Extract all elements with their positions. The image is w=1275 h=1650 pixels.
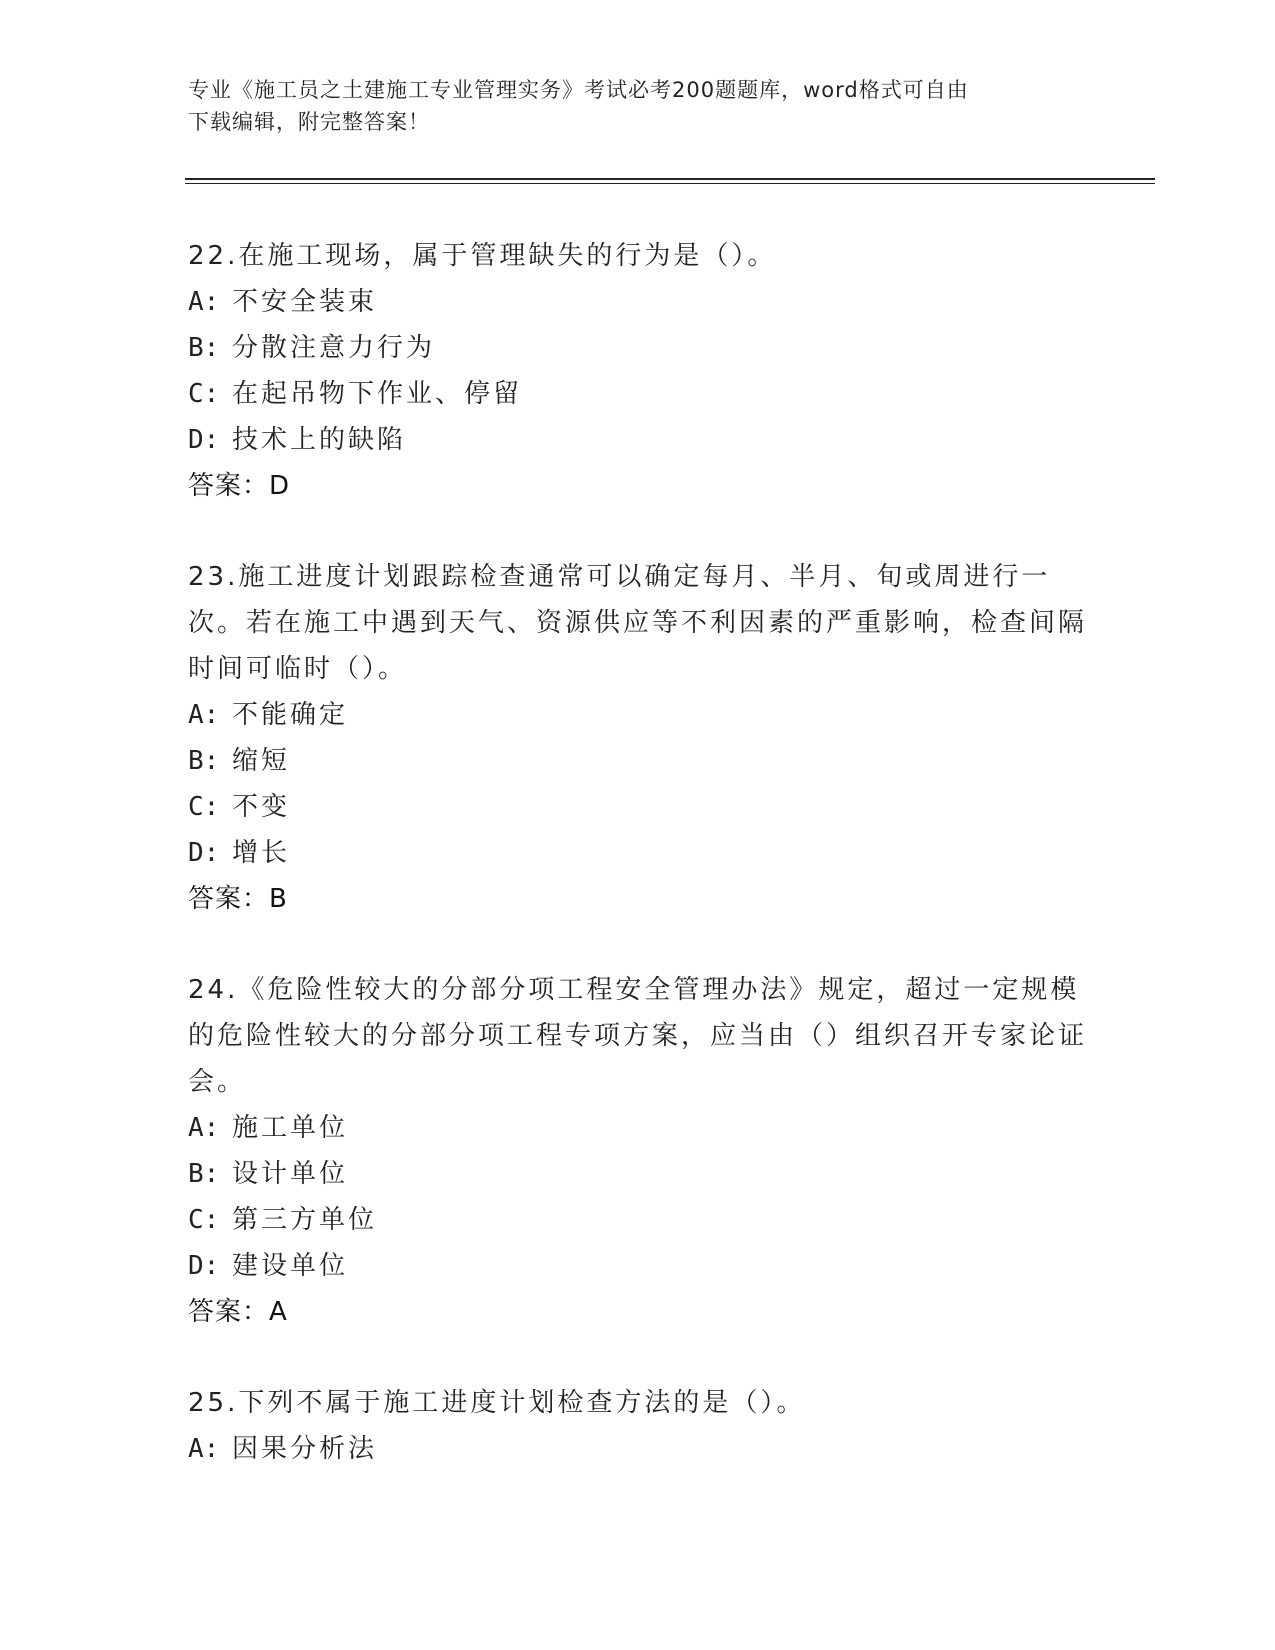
option-text: 因果分析法 — [232, 1434, 378, 1464]
option-text: 在起吊物下作业、停留 — [232, 379, 523, 409]
option-b — [188, 325, 1088, 371]
option-d — [188, 830, 1088, 876]
option-text: 第三方单位 — [232, 1205, 378, 1235]
option-letter: A: — [188, 700, 220, 730]
option-text: 技术上的缺陷 — [232, 425, 407, 455]
question-24 — [188, 967, 1088, 1335]
option-letter: B: — [188, 746, 220, 776]
option-letter: D: — [188, 1251, 220, 1281]
option-letter: C: — [188, 792, 220, 822]
answer-line — [188, 1289, 1088, 1335]
question-stem: 22.在施工现场，属于管理缺失的行为是（）。 — [188, 241, 777, 271]
answer-value: A — [269, 1297, 288, 1327]
question-stem: 23.施工进度计划跟踪检查通常可以确定每月、半月、旬或周进行一次。若在施工中遇到天气、资源供应等不利因素的严重影响，检查间隔时间可临时（）。 — [188, 562, 1088, 684]
option-d — [188, 1243, 1088, 1289]
option-text: 缩短 — [232, 746, 291, 776]
option-letter: D: — [188, 838, 220, 868]
header-line-1: 专业《施工员之土建施工专业管理实务》考试必考200题题库，word格式可自由 — [188, 78, 969, 102]
option-letter: B: — [188, 1159, 220, 1189]
question-stem: 25.下列不属于施工进度计划检查方法的是（）。 — [188, 1388, 806, 1418]
question-22 — [188, 233, 1088, 509]
option-a — [188, 692, 1088, 738]
option-letter: C: — [188, 379, 220, 409]
option-a — [188, 1105, 1088, 1151]
document-header — [188, 74, 1088, 138]
header-divider — [185, 178, 1155, 184]
option-text: 施工单位 — [232, 1113, 349, 1143]
option-b — [188, 738, 1088, 784]
header-line-2: 下载编辑，附完整答案！ — [188, 110, 430, 134]
option-c — [188, 1197, 1088, 1243]
option-text: 不能确定 — [232, 700, 349, 730]
option-letter: B: — [188, 333, 220, 363]
option-text: 增长 — [232, 838, 291, 868]
option-c — [188, 371, 1088, 417]
option-d — [188, 417, 1088, 463]
answer-value: D — [269, 471, 291, 501]
option-letter: A: — [188, 287, 220, 317]
option-letter: C: — [188, 1205, 220, 1235]
answer-line — [188, 463, 1088, 509]
option-letter: D: — [188, 425, 220, 455]
question-stem: 24.《危险性较大的分部分项工程安全管理办法》规定，超过一定规模的危险性较大的分部分项工程专项方案，应当由（）组织召开专家论证会。 — [188, 975, 1088, 1097]
option-letter: A: — [188, 1113, 220, 1143]
option-text: 不安全装束 — [232, 287, 378, 317]
answer-label: 答案： — [188, 1297, 270, 1327]
question-list — [188, 233, 1088, 1517]
answer-label: 答案： — [188, 471, 270, 501]
option-text: 设计单位 — [232, 1159, 349, 1189]
question-23 — [188, 554, 1088, 922]
option-text: 不变 — [232, 792, 291, 822]
answer-line — [188, 876, 1088, 922]
option-text: 分散注意力行为 — [232, 333, 436, 363]
option-c — [188, 784, 1088, 830]
option-letter: A: — [188, 1434, 220, 1464]
option-text: 建设单位 — [232, 1251, 349, 1281]
answer-value: B — [269, 884, 288, 914]
option-b — [188, 1151, 1088, 1197]
option-a — [188, 279, 1088, 325]
question-25 — [188, 1380, 1088, 1472]
option-a — [188, 1426, 1088, 1472]
answer-label: 答案： — [188, 884, 270, 914]
